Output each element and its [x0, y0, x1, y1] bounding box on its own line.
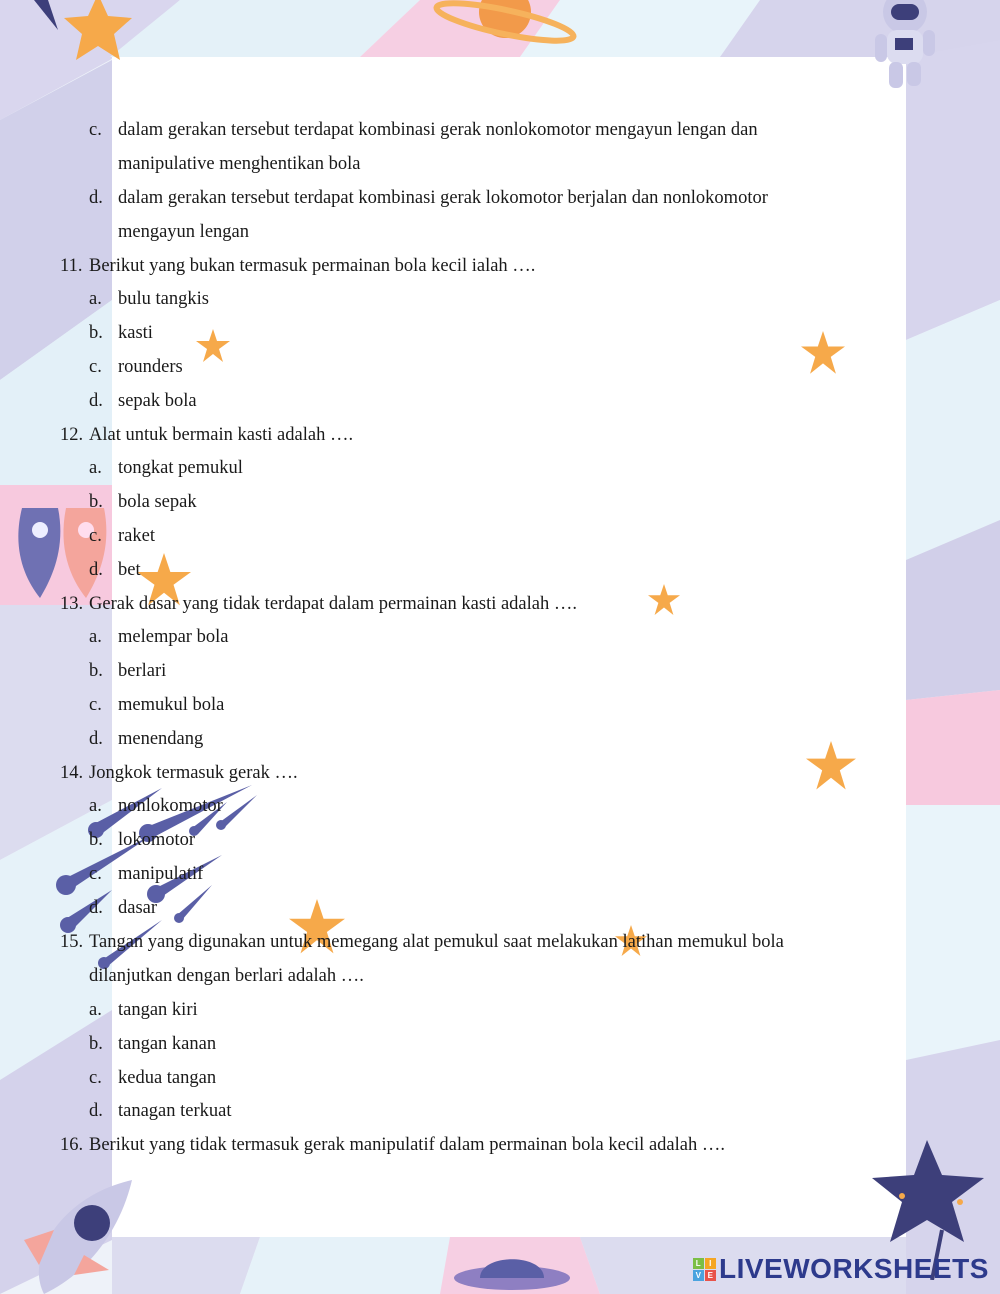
option-letter: a.	[89, 796, 102, 816]
option-text: manipulative menghentikan bola	[118, 154, 361, 174]
question-text: Jongkok termasuk gerak ….	[89, 763, 298, 783]
option-letter: c.	[89, 120, 102, 140]
option-text: berlari	[118, 661, 167, 681]
question-number: 13.	[60, 594, 84, 614]
option-text: tongkat pemukul	[118, 458, 243, 478]
option-text: tangan kiri	[118, 1000, 198, 1020]
option-letter: b.	[89, 323, 103, 343]
option-letter: a.	[89, 1000, 102, 1020]
option-text: rounders	[118, 357, 183, 377]
option-letter: a.	[89, 289, 102, 309]
option-text: manipulatif	[118, 864, 204, 884]
option-letter: b.	[89, 830, 103, 850]
question-number: 16.	[60, 1135, 84, 1155]
question-text: Tangan yang digunakan untuk memegang alat pemukul saat melakukan latihan memukul bola	[89, 932, 784, 952]
question-text: Berikut yang bukan termasuk permainan bola kecil ialah ….	[89, 256, 536, 276]
logo-text: LIVEWORKSHEETS	[719, 1253, 989, 1284]
option-text: menendang	[118, 729, 204, 749]
option-letter: d.	[89, 391, 103, 411]
option-letter: c.	[89, 1068, 102, 1088]
question-text: Berikut yang tidak termasuk gerak manipulatif dalam permainan bola kecil adalah ….	[89, 1135, 725, 1155]
question-text: dilanjutkan dengan berlari adalah ….	[89, 966, 364, 986]
option-text: dalam gerakan tersebut terdapat kombinasi gerak nonlokomotor mengayun lengan dan	[118, 120, 758, 140]
option-text: bet	[118, 560, 141, 580]
option-letter: a.	[89, 458, 102, 478]
option-letter: b.	[89, 492, 103, 512]
option-text: tanagan terkuat	[118, 1101, 232, 1121]
question-number: 11.	[60, 256, 83, 276]
option-text: kedua tangan	[118, 1068, 217, 1088]
option-letter: c.	[89, 526, 102, 546]
option-letter: d.	[89, 729, 103, 749]
question-text: Gerak dasar yang tidak terdapat dalam permainan kasti adalah ….	[89, 594, 577, 614]
option-letter: a.	[89, 627, 102, 647]
option-letter: c.	[89, 695, 102, 715]
question-number: 14.	[60, 763, 84, 783]
option-text: dasar	[118, 898, 158, 918]
option-letter: d.	[89, 188, 103, 208]
option-text: bola sepak	[118, 492, 197, 512]
option-letter: d.	[89, 1101, 103, 1121]
option-text: mengayun lengan	[118, 222, 249, 242]
option-text: kasti	[118, 323, 153, 343]
option-text: memukul bola	[118, 695, 225, 715]
option-letter: d.	[89, 560, 103, 580]
option-text: lokomotor	[118, 830, 196, 850]
option-text: bulu tangkis	[118, 289, 209, 309]
logo-badge-icon: L I V E	[693, 1258, 716, 1281]
liveworksheets-logo[interactable]	[693, 1254, 989, 1284]
option-letter: b.	[89, 661, 103, 681]
option-letter: b.	[89, 1034, 103, 1054]
option-text: tangan kanan	[118, 1034, 217, 1054]
option-text: dalam gerakan tersebut terdapat kombinasi gerak lokomotor berjalan dan nonlokomotor	[118, 188, 768, 208]
option-text: nonlokomotor	[118, 796, 223, 816]
question-number: 15.	[60, 932, 84, 952]
question-number: 12.	[60, 425, 84, 445]
question-text: Alat untuk bermain kasti adalah ….	[89, 425, 354, 445]
option-text: raket	[118, 526, 155, 546]
option-text: sepak bola	[118, 391, 197, 411]
option-letter: c.	[89, 864, 102, 884]
option-text: melempar bola	[118, 627, 229, 647]
option-letter: c.	[89, 357, 102, 377]
option-letter: d.	[89, 898, 103, 918]
